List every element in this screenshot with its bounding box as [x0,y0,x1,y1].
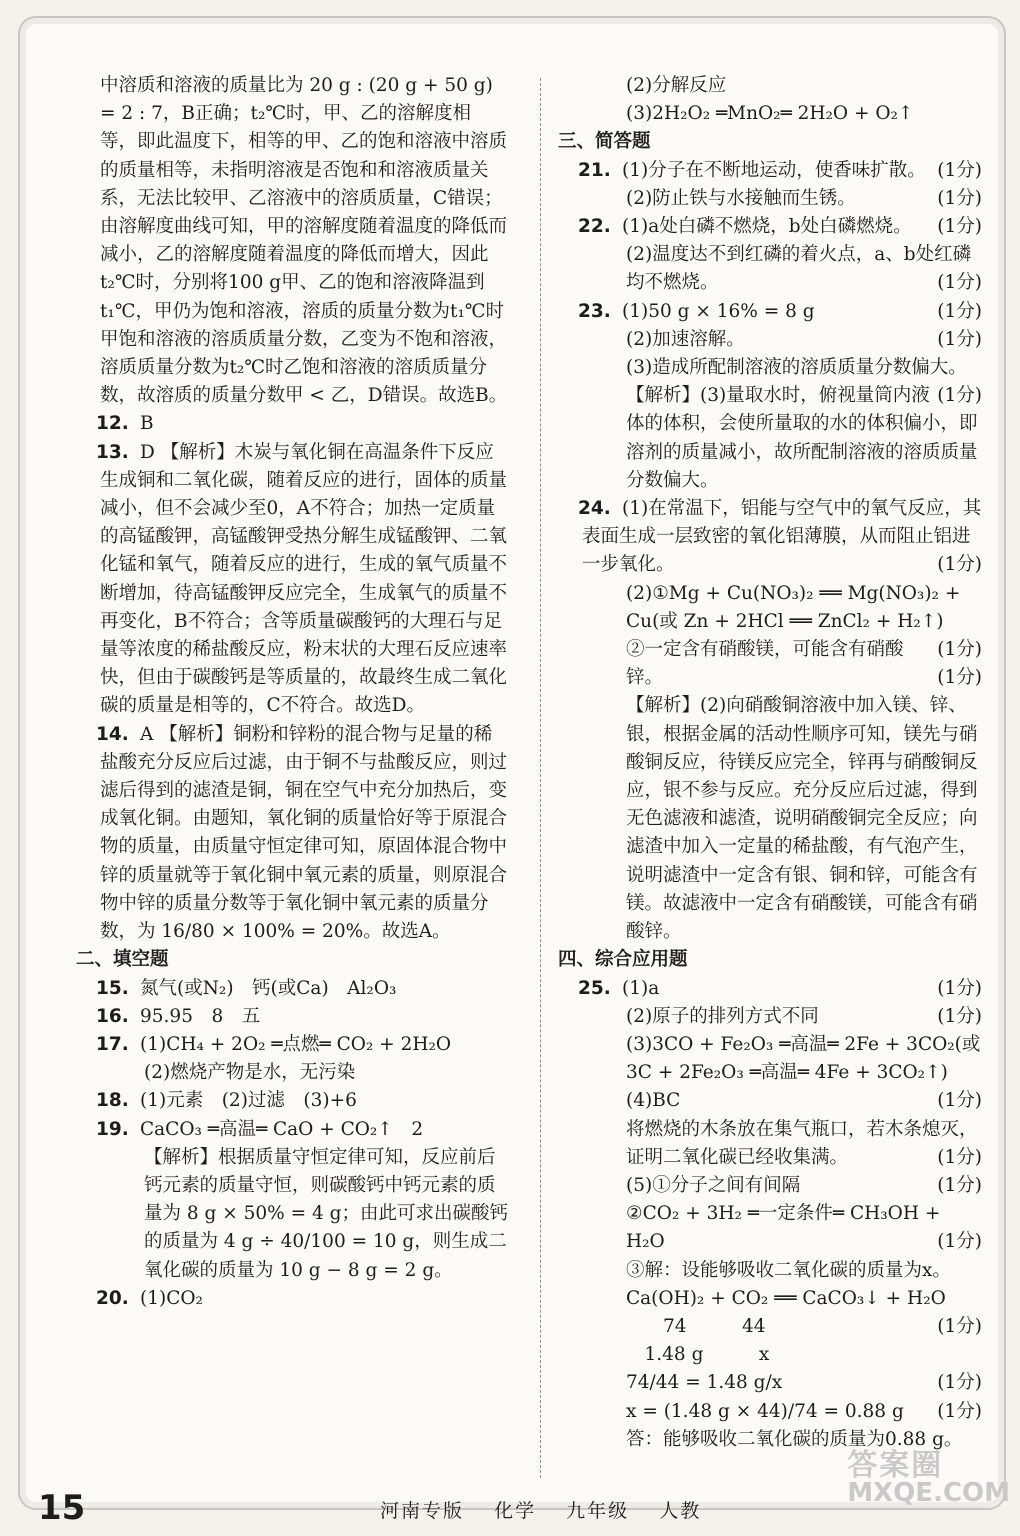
answer-line [582,354,982,407]
score-mark: (1分) [937,1372,982,1394]
answer-text: (1)CH₄ + 2O₂ ═点燃═ CO₂ + 2H₂O [140,1033,452,1055]
score-mark: (1分) [937,1231,982,1253]
score-mark: (1分) [937,187,982,209]
score-mark: (1分) [937,1174,982,1196]
answer-line [582,1313,982,1341]
question-number: 15. [96,977,129,999]
answer-text: (2)①Mg + Cu(NO₃)₂ ══ Mg(NO₃)₂ + Cu(或 Zn + 2HCl ══ ZnCl₂ + H₂↑) [626,582,961,632]
answer-text: D 【解析】木炭与氧化铜在高温条件下反应生成铜和二氧化碳，随着反应的进行，固体的质量减小，但不会减少至0，A不符合；加热一定质量的高锰酸钾，高锰酸钾受热分解生成锰酸钾、二氧化锰和氧气，随着反应的进行，生成的氧气质量不断增加，待高锰酸钾反应完全，生成氧气的质量不再变化，B不符合；含等质量碳酸钙的大理石与足量等浓度的稀盐酸反应，粉末状的大理石反应速率快，但由于碳酸钙是等质量的，故最终生成二氧化碳的质量是相等的，C不符合。故选D。 [100,441,508,717]
question-number: 19. [96,1118,129,1140]
answer-text: (1)分子在不断地运动，使香味扩散。 [622,159,926,181]
watermark-line2: MXQE.COM [847,1478,1010,1508]
answer-text: (5)①分子之间有间隔 [626,1174,801,1196]
answer-line [100,1059,508,1087]
watermark-logo [847,1440,1010,1508]
answer-text: (3)3CO + Fe₂O₃ ═高温═ 2Fe + 3CO₂(或 3C + 2Fe₂O₃ ═高温═ 4Fe + 3CO₂↑) [626,1033,981,1084]
answer-line [582,1369,982,1397]
question-number: 14. [96,723,129,745]
question-answer [96,721,508,947]
answer-text: ②一定含有硝酸镁，可能含有硝酸锌。 [626,639,904,689]
question-number: 22. [578,216,611,238]
answer-line [582,382,982,495]
answer-line [582,1341,982,1369]
score-mark: (1分) [937,1090,982,1112]
question-number: 17. [96,1033,129,1055]
footer-subject: 化学 [494,1500,537,1522]
section-heading: 二、填空题 [76,949,169,971]
question-number: 24. [578,498,611,520]
question-answer [578,975,982,1003]
question-number: 18. [96,1090,129,1112]
column-divider [540,78,541,1478]
answer-text: 氮气(或N₂) 钙(或Ca) Al₂O₃ [140,977,397,999]
question-answer [96,1031,508,1059]
question-answer [96,439,508,721]
question-answer [96,1285,508,1313]
score-mark: (1分) [937,554,982,576]
answer-text: A 【解析】铜粉和锌粉的混合物与足量的稀盐酸充分反应后过滤，由于铜不与盐酸反应，则过滤后得到的滤渣是铜，铜在空气中充分加热后，变成氧化铜。由题知，氧化铜的质量恰好等于原混合物的质量，由质量守恒定律可知，原固体混合物中锌的质量就等于氧化铜中氧元素的质量，则原混合物中锌的质量分数等于氧化铜中氧元素的质量分数，为 16/80 × 100% = 20%。故选A。 [100,723,508,943]
answer-text: 74 44 [626,1315,766,1337]
score-mark: (1分) [937,639,982,661]
section-heading: 三、简答题 [558,131,651,153]
answer-line [582,580,982,661]
answer-text: 【解析】(3)量取水时，俯视量筒内液体的体积，会使所量取的水的体积偏小，即溶剂的质量减小，故所配制溶液的溶质质量分数偏大。 [626,385,978,491]
question-number: 21. [578,159,611,181]
answer-text: 95.95 8 五 [140,1005,261,1027]
answer-line [100,1144,508,1285]
answer-text: (1)a处白磷不燃烧，b处白磷燃烧。 [622,216,912,238]
footer-publisher: 人教 [659,1500,702,1522]
score-mark: (1分) [937,300,982,322]
question-number: 13. [96,441,129,463]
answer-text: (3)2H₂O₂ ═MnO₂═ 2H₂O + O₂↑ [626,103,914,125]
answer-text: (1)a [622,977,660,999]
answer-line [582,1087,982,1115]
answer-text: 【解析】根据质量守恒定律可知，反应前后钙元素的质量守恒，则碳酸钙中钙元素的质量为 8 g × 50% = 4 g；由此可求出碳酸钙的质量为 4 g ÷ 40/100 = 10 g，则生成二氧化碳的质量为 10 g − 8 g = 2 g。 [144,1146,509,1281]
answer-line [582,1116,982,1172]
answer-text: (1)CO₂ [140,1287,203,1309]
answer-line [582,636,982,692]
section-heading: 四、综合应用题 [558,949,688,971]
footer-labels [380,1496,723,1523]
score-mark: (1分) [937,1146,982,1168]
answer-line [582,241,982,297]
answer-line [582,692,982,946]
answer-text: (2)加速溶解。 [626,328,745,350]
question-answer [578,213,982,241]
answer-text: x = (1.48 g × 44)/74 = 0.88 g [626,1400,904,1422]
footer-edition: 河南专版 [380,1500,465,1522]
answer-text: 答：能够吸收二氧化碳的质量为0.88 g。 [626,1428,963,1450]
watermark-line1: 答案圈 [847,1448,944,1483]
answer-text: (4)BC [626,1090,681,1112]
answer-text: (2)温度达不到红磷的着火点，a、b处红磷均不燃烧。 [626,244,972,294]
score-mark: (1分) [937,159,982,181]
answer-text: B [140,413,154,435]
score-mark: (1分) [937,385,982,407]
score-mark: (1分) [937,1005,982,1027]
answer-text: (1)在常温下，铝能与空气中的氧气反应，其表面生成一层致密的氧化铝薄膜，从而阻止铝进一步氧化。 [582,498,982,576]
score-mark: (1分) [937,977,982,999]
question-answer [96,975,508,1003]
question-answer [578,157,982,185]
answer-text: Ca(OH)₂ + CO₂ ══ CaCO₃↓ + H₂O [626,1287,946,1309]
answer-line [582,1398,982,1426]
score-mark: (1分) [937,1400,982,1422]
question-number: 16. [96,1005,129,1027]
answer-line [582,1003,982,1031]
answer-text: 【解析】(2)向硝酸铜溶液中加入镁、锌、银，根据金属的活动性顺序可知，镁先与硝酸铜反应，待镁反应完全，锌再与硝酸铜反应，银不参与反应。充分反应后过滤，得到无色滤液和滤渣，说明硝酸铜完全反应；向滤渣中加入一定量的稀盐酸，有气泡产生，说明滤渣中一定含有银、铜和锌，可能含有镁。故滤液中一定含有硝酸镁，可能含有硝酸锌。 [626,695,978,943]
score-mark: (1分) [937,216,982,238]
question-number: 23. [578,300,611,322]
question-number: 20. [96,1287,129,1309]
question-answer [578,298,982,326]
question-number: 25. [578,977,611,999]
answer-text: (2)防止铁与水接触而生锈。 [626,187,856,209]
left-column [76,72,509,1313]
question-answer [96,1087,508,1115]
answer-text: CaCO₃ ═高温═ CaO + CO₂↑ 2 [140,1118,424,1140]
answer-line [582,185,982,213]
answer-text: ②CO₂ + 3H₂ ═一定条件═ CH₃OH + H₂O [626,1203,941,1253]
answer-line [582,1257,982,1285]
answer-text: (2)原子的排列方式不同 [626,1005,819,1027]
question-answer [96,1003,508,1031]
score-mark: (1分) [937,1315,982,1337]
score-mark: (1分) [937,272,982,294]
score-mark: (1分) [937,667,982,689]
answer-text: 1.48 g x [626,1344,770,1366]
question-answer [96,410,508,438]
answer-text: 将燃烧的木条放在集气瓶口，若木条熄灭，证明二氧化碳已经收集满。 [626,1118,978,1168]
answer-line [582,326,982,354]
question-answer [578,495,982,580]
answer-line [582,1200,982,1256]
answer-text: ③解：设能够吸收二氧化碳的质量为x。 [626,1259,951,1281]
answer-paragraph: 中溶质和溶液的质量比为 20 g : (20 g + 50 g) = 2 : 7，B正确；t₂℃时，甲、乙的溶解度相等，即此温度下，相等的甲、乙的饱和溶液中溶质的质量相等，未指明溶液是否饱和和溶液质量关系，无法比较甲、乙溶液中的溶质质量，C错误；由溶解度曲线可知，甲的溶解度随着温度的降低而减小，乙的溶解度随着温度的降低而增大，因此t₂℃时，分别将100 g甲、乙的饱和溶液降温到t₁℃，甲仍为饱和溶液，溶质的质量分数为t₁℃时甲饱和溶液的溶质质量分数，乙变为不饱和溶液，溶质质量分数为t₂℃时乙饱和溶液的溶质质量分数，故溶质的质量分数甲 < 乙，D错误。故选B。 [100,75,508,407]
answer-line [582,100,982,128]
question-answer [96,1116,508,1144]
answer-text: (3)造成所配制溶液的溶质质量分数偏大。 [626,357,967,379]
answer-line [582,72,982,100]
answer-text: (2)分解反应 [626,75,727,96]
right-column [558,72,982,1454]
page-number: 15 [38,1488,86,1528]
question-number: 12. [96,413,129,435]
answer-text: (2)燃烧产物是水，无污染 [144,1062,356,1084]
answer-text: (1)50 g × 16% = 8 g [622,300,815,322]
answer-line [582,1172,982,1200]
answer-text: (1)元素 (2)过滤 (3)+6 [140,1090,357,1112]
answer-text: 74/44 = 1.48 g/x [626,1372,783,1394]
score-mark: (1分) [937,328,982,350]
footer-grade: 九年级 [566,1500,630,1522]
